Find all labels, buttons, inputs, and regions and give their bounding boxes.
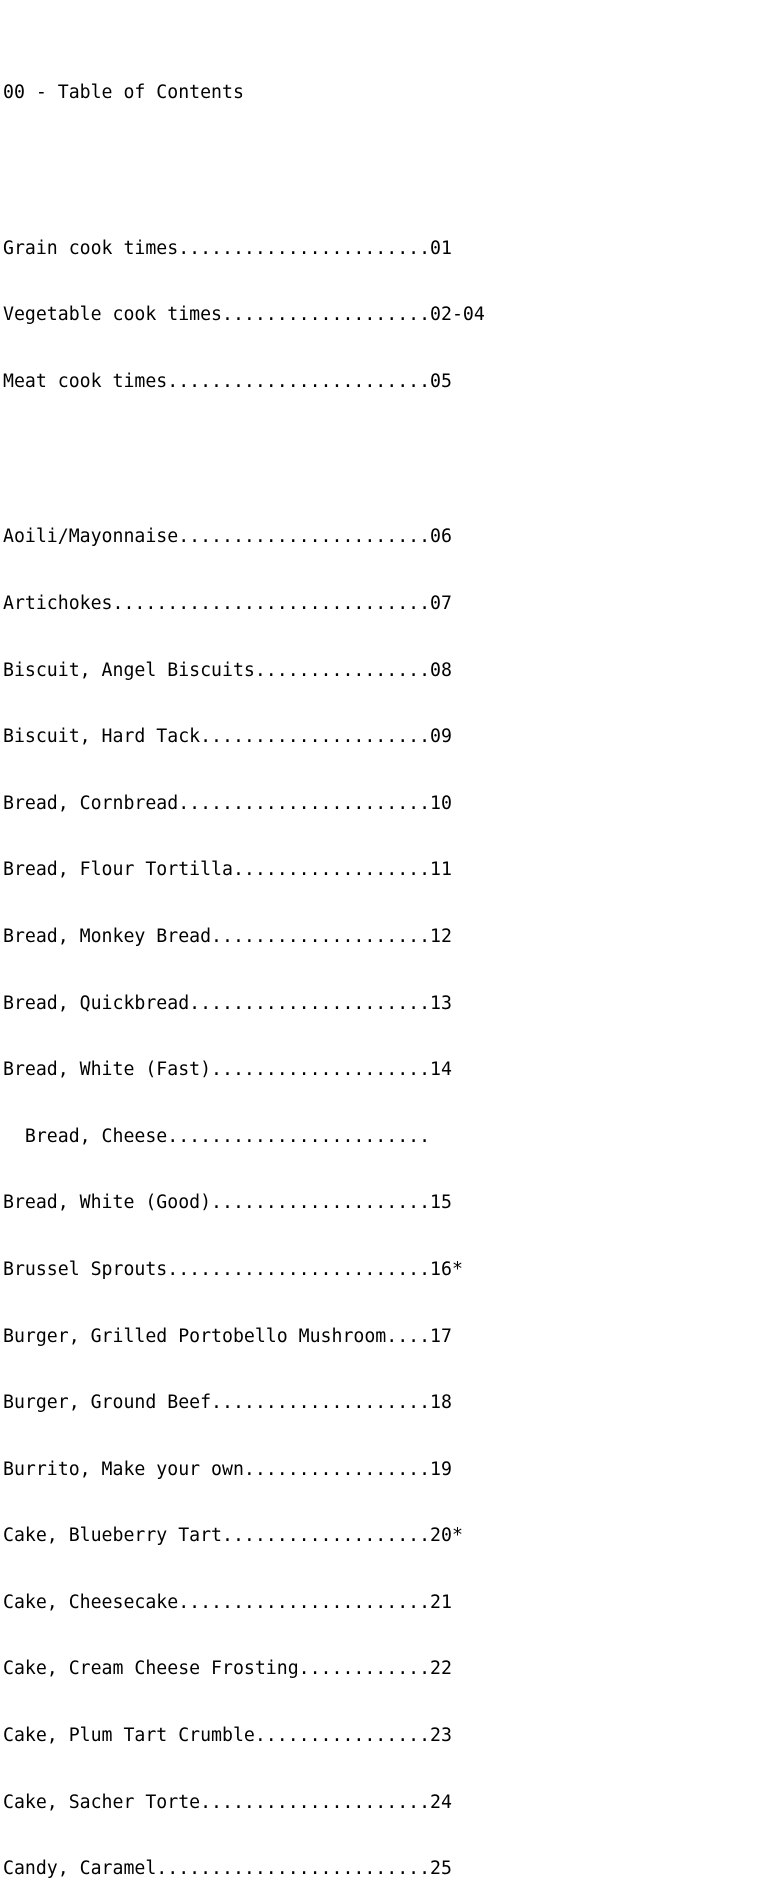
- toc-entry: Aoili/Mayonnaise.......................06: [3, 526, 452, 548]
- toc-entry: Candy, Caramel.........................25: [3, 1858, 452, 1880]
- toc-entry: Burrito, Make your own.................19: [3, 1458, 452, 1480]
- toc-entry: Vegetable cook times...................02-04: [3, 304, 485, 326]
- table-of-contents: [3, 38, 485, 1903]
- toc-entry: Biscuit, Hard Tack.....................09: [3, 726, 452, 748]
- toc-entry: Bread, Cornbread.......................10: [3, 792, 452, 814]
- toc-entry: Bread, Quickbread......................13: [3, 992, 452, 1014]
- toc-entry: Cake, Plum Tart Crumble................23: [3, 1725, 452, 1747]
- toc-entry: Bread, Flour Tortilla..................11: [3, 859, 452, 881]
- toc-entry: Cake, Blueberry Tart...................20*: [3, 1525, 463, 1547]
- page-title: 00 - Table of Contents: [3, 82, 244, 104]
- toc-entry: Cake, Cream Cheese Frosting............22: [3, 1658, 452, 1680]
- toc-entry: Bread, Monkey Bread....................12: [3, 925, 452, 947]
- toc-entry: Bread, White (Good)....................15: [3, 1192, 452, 1214]
- toc-entry: Burger, Grilled Portobello Mushroom....17: [3, 1325, 452, 1347]
- spacer: [3, 438, 485, 460]
- toc-entry: Cake, Cheesecake.......................21: [3, 1591, 452, 1613]
- toc-entry: Meat cook times........................05: [3, 370, 452, 392]
- toc-entry: Grain cook times.......................01: [3, 237, 452, 259]
- toc-entry: Brussel Sprouts........................16*: [3, 1258, 463, 1280]
- toc-subentry: Bread, Cheese........................: [3, 1125, 431, 1147]
- toc-entry: Bread, White (Fast)....................14: [3, 1059, 452, 1081]
- spacer: [3, 149, 485, 171]
- toc-entry: Cake, Sacher Torte.....................24: [3, 1791, 452, 1813]
- toc-entry: Burger, Ground Beef....................18: [3, 1392, 452, 1414]
- toc-entry: Biscuit, Angel Biscuits................08: [3, 659, 452, 681]
- toc-entry: Artichokes.............................07: [3, 592, 452, 614]
